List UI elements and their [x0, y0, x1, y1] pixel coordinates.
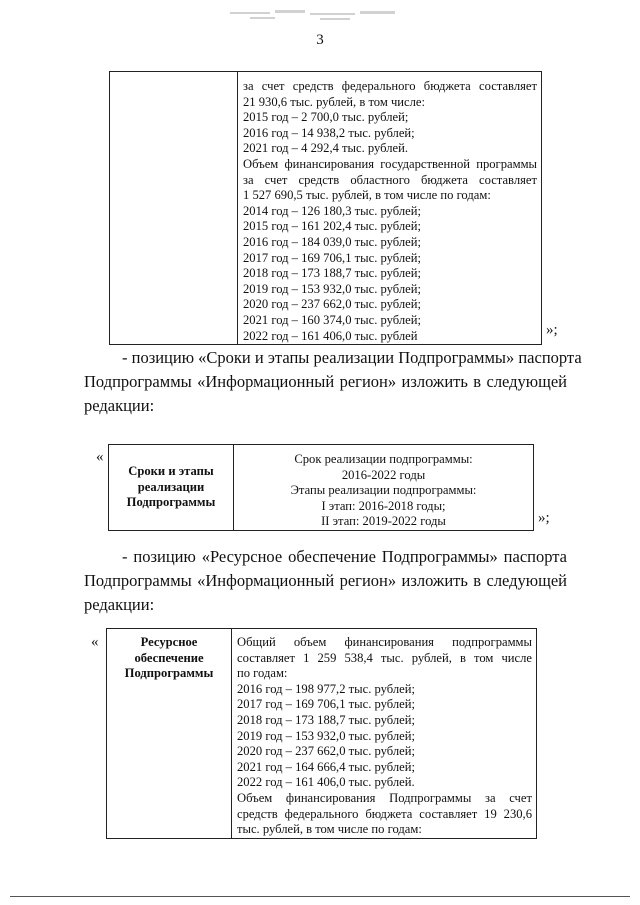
table2-head-line: реализации [137, 479, 205, 494]
table3-line: 2020 год – 237 662,0 тыс. рублей; [237, 744, 415, 759]
table1-line: 2015 год – 161 202,4 тыс. рублей; [243, 219, 421, 234]
table1-line: 2014 год – 126 180,3 тыс. рублей; [243, 203, 421, 218]
table3-line: средств федерального бюджета составляет 19 230,6 [237, 806, 532, 821]
resources-table [106, 628, 537, 839]
table3-line: Общий объем финансирования подпрограммы [237, 635, 532, 649]
table3-open-quote: « [91, 634, 99, 650]
table3-line: 2018 год – 173 188,7 тыс. рублей; [237, 712, 415, 727]
table2-head-line: Сроки и этапы [128, 464, 214, 478]
scan-noise [220, 4, 420, 26]
table1-line: Объем финансирования государственной программы [243, 156, 537, 171]
table1-line: 2018 год – 173 188,7 тыс. рублей; [243, 266, 421, 281]
table3-line: составляет 1 259 538,4 тыс. рублей, в том числе [237, 650, 532, 665]
table3-line: 2016 год – 198 977,2 тыс. рублей; [237, 681, 415, 696]
paragraph-line: редакции: [84, 396, 155, 415]
table1-line: 2016 год – 184 039,0 тыс. рублей; [243, 234, 421, 249]
table1-line: за счет средств областного бюджета составляет [243, 172, 537, 187]
table2-line: Этапы реализации подпрограммы: [290, 483, 477, 497]
table2-line: II этап: 2019-2022 годы [321, 514, 446, 528]
table2-line: 2016-2022 годы [341, 467, 426, 482]
table1-left-cell [110, 72, 238, 345]
table1-line: за счет средств федерального бюджета составляет [243, 79, 537, 93]
paragraph-line: - позицию «Ресурсное обеспечение Подпрограммы» паспорта [122, 547, 567, 566]
table3-line: 2022 год – 161 406,0 тыс. рублей. [237, 775, 415, 790]
table1-line: 2022 год – 161 406,0 тыс. рублей [243, 328, 418, 343]
table1-right-cell [238, 72, 542, 345]
table3-line: 2017 год – 169 706,1 тыс. рублей; [237, 697, 415, 712]
table3-line: по годам: [237, 666, 288, 681]
financing-table-continuation [109, 71, 542, 345]
table2-line: I этап: 2016-2018 годы; [321, 498, 446, 513]
table2-line: Срок реализации подпрограммы: [294, 452, 473, 466]
table1-line: 2021 год – 160 374,0 тыс. рублей; [243, 312, 421, 327]
paragraph-line: - позицию «Сроки и этапы реализации Подпрограммы» паспорта [122, 348, 582, 367]
table3-line: тыс. рублей, в том числе по годам: [237, 822, 422, 837]
table3-line: 2021 год – 164 666,4 тыс. рублей; [237, 759, 415, 774]
page-number: 3 [316, 32, 324, 48]
paragraph-resources [84, 545, 567, 617]
table3-line: 2019 год – 153 932,0 тыс. рублей; [237, 728, 415, 743]
table3-head-line: обеспечение [134, 650, 204, 665]
table1-line: 2017 год – 169 706,1 тыс. рублей; [243, 250, 421, 265]
table1-line: 2021 год – 4 292,4 тыс. рублей. [243, 141, 409, 156]
table3-content-cell [232, 629, 537, 839]
table3-head-cell [107, 629, 232, 839]
table1-line: 2016 год – 14 938,2 тыс. рублей; [243, 125, 415, 140]
page-bottom-edge [10, 896, 630, 897]
table1-line: 2019 год – 153 932,0 тыс. рублей; [243, 281, 421, 296]
table3-head-line: Ресурсное [140, 635, 198, 649]
table2-content-cell [234, 445, 534, 531]
table2-open-quote: « [96, 449, 104, 465]
table2-head-line: Подпрограммы [126, 495, 216, 509]
table3-head-line: Подпрограммы [124, 666, 214, 680]
table3-line: Объем финансирования Подпрограммы за счет [237, 790, 532, 805]
paragraph-line: редакции: [84, 595, 155, 614]
paragraph-line: Подпрограммы «Информационный регион» изложить в следующей [84, 571, 567, 590]
table1-line: 2015 год – 2 700,0 тыс. рублей; [243, 110, 409, 125]
table1-line: 1 527 690,5 тыс. рублей, в том числе по годам: [243, 188, 491, 203]
table2-closing-quote: »; [538, 510, 550, 526]
deadlines-table [108, 444, 534, 531]
paragraph-line: Подпрограммы «Информационный регион» изложить в следующей [84, 372, 567, 391]
paragraph-deadlines [84, 346, 582, 418]
table1-line: 2020 год – 237 662,0 тыс. рублей; [243, 297, 421, 312]
table1-line: 21 930,6 тыс. рублей, в том числе: [243, 94, 425, 109]
table2-head-cell [109, 445, 234, 531]
table1-closing-quote: »; [546, 322, 558, 338]
